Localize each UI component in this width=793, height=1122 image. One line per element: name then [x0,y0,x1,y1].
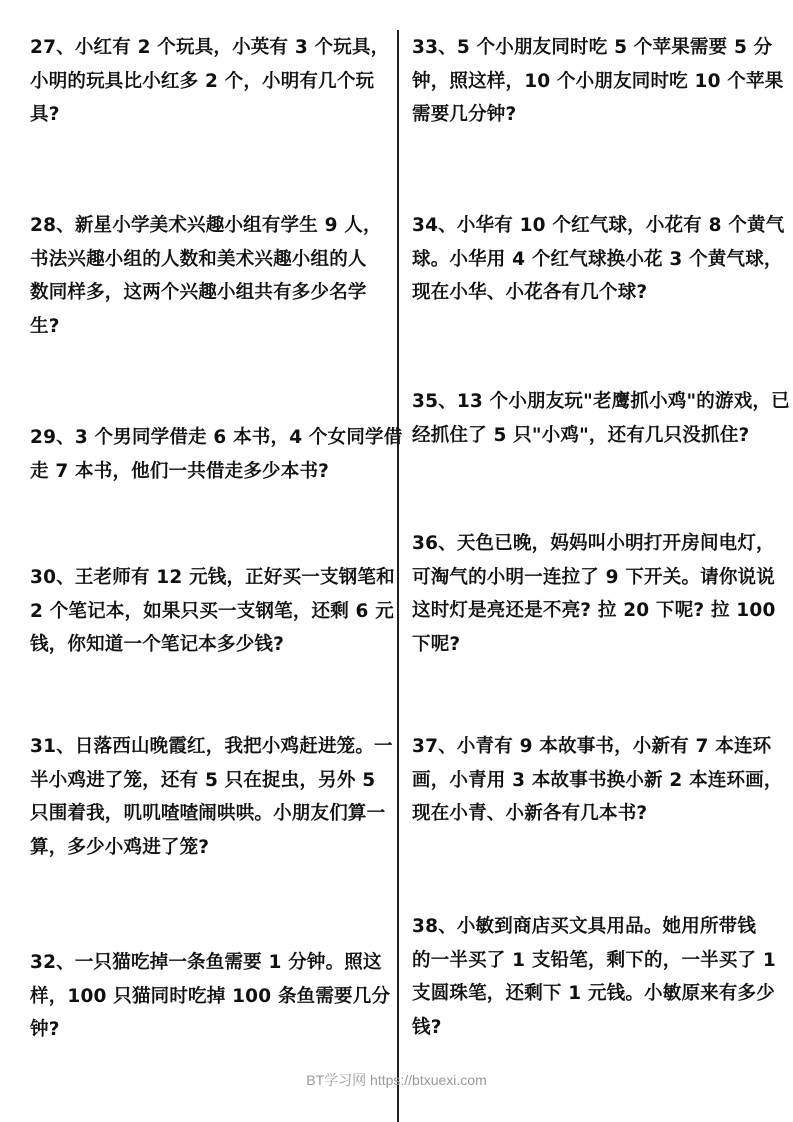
question-27 [30,31,389,132]
question-29 [30,421,402,488]
question-line: 钱? [412,1016,442,1038]
question-30 [30,561,395,662]
question-38 [412,910,776,1044]
question-32 [30,946,390,1047]
question-line: 需要几分钟? [412,104,517,125]
column-divider [397,30,399,1122]
question-line: 数同样多，这两个兴趣小组共有多少名学 [30,282,367,303]
question-line: 28、新星小学美术兴趣小组有学生 9 人， [30,215,382,236]
question-line: 2 个笔记本，如果只买一支钢笔，还剩 6 元 [30,600,394,622]
question-line: 钱，你知道一个笔记本多少钱? [30,634,285,655]
question-line: 经抓住了 5 只"小鸡"，还有几只没抓住? [412,424,750,446]
question-line: 半小鸡进了笼，还有 5 只在捉虫，另外 5 [30,769,376,791]
question-line: 27、小红有 2 个玩具，小英有 3 个玩具， [30,37,390,58]
question-line: 可淘气的小明一连拉了 9 下开关。请你说说 [412,566,775,588]
question-line: 走 7 本书，他们一共借走多少本书? [30,460,330,482]
question-35 [412,385,790,452]
question-line: 画，小青用 3 本故事书换小新 2 本连环画， [412,769,783,791]
question-line: 35、13 个小朋友玩"老鹰抓小鸡"的游戏，已 [412,391,790,412]
question-line: 球。小华用 4 个红气球换小花 3 个黄气球， [412,248,783,270]
question-line: 29、3 个男同学借走 6 本书，4 个女同学借 [30,427,403,448]
question-line: 小明的玩具比小红多 2 个，小明有几个玩 [30,70,375,92]
question-33 [412,31,783,132]
question-line: 33、5 个小朋友同时吃 5 个苹果需要 5 分 [412,37,773,58]
question-line: 支圆珠笔，还剩下 1 元钱。小敏原来有多少 [412,983,775,1004]
question-line: 38、小敏到商店买文具用品。她用所带钱 [412,916,757,937]
question-line: 只围着我，叽叽喳喳闹哄哄。小朋友们算一 [30,803,386,824]
question-line: 30、王老师有 12 元钱，正好买一支钢笔和 [30,567,395,588]
question-28 [30,209,382,343]
question-36 [412,527,776,661]
question-line: 钟，照这样，10 个小朋友同时吃 10 个苹果 [412,70,784,92]
question-line: 现在小华、小花各有几个球? [412,282,648,303]
question-line: 具? [30,104,60,125]
question-line: 的一半买了 1 支铅笔，剩下的，一半买了 1 [412,949,776,971]
question-line: 36、天色已晚，妈妈叫小明打开房间电灯， [412,533,775,554]
question-34 [412,209,784,310]
question-line: 34、小华有 10 个红气球，小花有 8 个黄气 [412,215,785,236]
question-line: 下呢? [412,633,461,655]
question-line: 书法兴趣小组的人数和美术兴趣小组的人 [30,248,367,270]
question-line: 生? [30,315,60,337]
question-line: 31、日落西山晚霞红，我把小鸡赶进笼。一 [30,736,393,757]
question-31 [30,730,393,864]
question-line: 现在小青、小新各有几本书? [412,803,648,824]
question-37 [412,730,783,831]
question-line: 样，100 只猫同时吃掉 100 条鱼需要几分 [30,985,391,1007]
question-line: 算，多少小鸡进了笼? [30,836,210,858]
question-line: 钟? [30,1019,60,1040]
question-line: 32、一只猫吃掉一条鱼需要 1 分钟。照这 [30,952,382,973]
footer-watermark: BT学习网 https://btxuexi.com [306,1072,487,1088]
question-line: 37、小青有 9 本故事书，小新有 7 本连环 [412,736,772,757]
question-line: 这时灯是亮还是不亮? 拉 20 下呢? 拉 100 [412,600,776,621]
